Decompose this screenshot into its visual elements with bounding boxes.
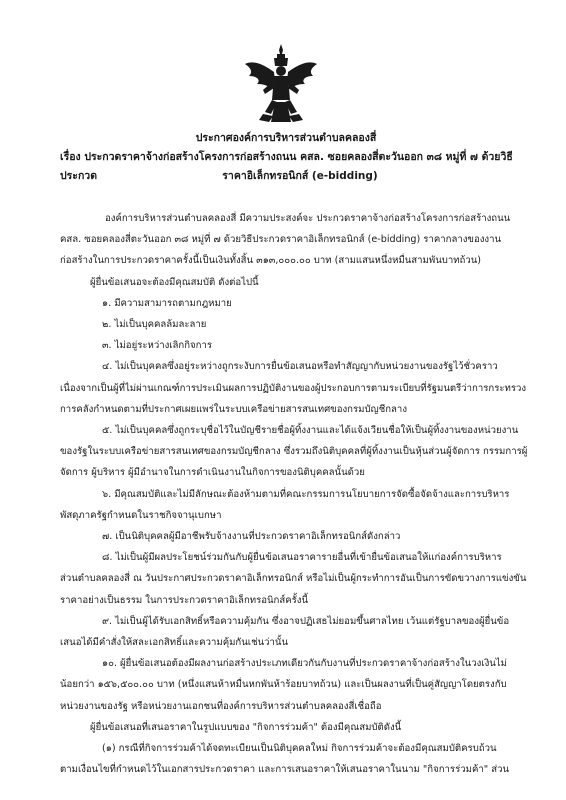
qualification-item-4: ๔. ไม่เป็นบุคคลซึ่งอยู่ระหว่างถูกระงับการยื่นข้อเสนอหรือทำสัญญากับหน่วยงานของรัฐไว้ชั่วคราว	[102, 361, 498, 373]
joint-venture-item-1-cont: ตามเงื่อนไขที่กำหนดไว้ในเอกสารประกวดราคา และการเสนอราคาให้เสนอราคาในนาม "กิจการร่วมค้า" ส่วน	[60, 764, 510, 776]
document-subject-continued: ราคาอิเล็กทรอนิกส์ (e-bidding)	[222, 170, 378, 182]
intro-line: ก่อสร้างในการประกวดราคาครั้งนี้เป็นเงินทั้งสิ้น ๓๑๓,๐๐๐.๐๐ บาท (สามแสนหนึ่งหมื่นสามพันบาทถ้วน)	[60, 255, 482, 267]
qualification-item-1: ๑. มีความสามารถตามกฎหมาย	[102, 297, 232, 309]
intro-line: องค์การบริหารส่วนตำบลคลองสี่ มีความประสงค์จะ ประกวดราคาจ้างก่อสร้างโครงการก่อสร้างถนน	[105, 213, 511, 224]
qualification-item-9-cont: เสนอได้มีคำสั่งให้สละเอกสิทธิ์และความคุ้มกันเช่นว่านั้น	[60, 637, 289, 649]
document-subject: เรื่อง ประกวดราคาจ้างก่อสร้างโครงการก่อสร้างถนน คสล. ซอยคลองสี่ตะวันออก ๓๘ หมู่ที่ ๗ ด้วยวิธีประกวด	[60, 151, 513, 182]
qualification-item-8-cont: ส่วนตำบลคลองสี่ ณ วันประกาศประกวดราคาอิเล็กทรอนิกส์ หรือไม่เป็นผู้กระทำการอันเป็นการขัดขวางการแข่งขัน	[60, 573, 527, 585]
qualification-item-8: ๘. ไม่เป็นผู้มีผลประโยชน์ร่วมกันกับผู้ยื่นข้อเสนอราคารายอื่นที่เข้ายื่นข้อเสนอให้แก่องค์การบริหาร	[102, 552, 502, 564]
qualification-item-10: ๑๐. ผู้ยื่นข้อเสนอต้องมีผลงานก่อสร้างประเภทเดียวกันกับงานที่ประกวดราคาจ้างก่อสร้างในวงเงินไม่	[102, 658, 507, 670]
intro-line: คสล. ซอยคลองสี่ตะวันออก ๓๘ หมู่ที่ ๗ ด้วยวิธีประกวดราคาอิเล็กทรอนิกส์ (e-bidding) ราคากลางของงาน	[60, 234, 502, 246]
qualification-item-10-cont: หน่วยงานของรัฐ หรือหน่วยงานเอกชนที่องค์การบริหารส่วนตำบลคลองสี่เชื่อถือ	[60, 700, 382, 712]
qualification-item-7: ๗. เป็นนิติบุคคลผู้มีอาชีพรับจ้างงานที่ประกวดราคาอิเล็กทรอนิกส์ดังกล่าว	[102, 531, 401, 543]
qualification-item-6-cont: พัสดุภาครัฐกำหนดในราชกิจจานุเบกษา	[60, 509, 222, 521]
qualification-item-3: ๓. ไม่อยู่ระหว่างเลิกกิจการ	[102, 340, 213, 352]
document-org-title: ประกาศองค์การบริหารส่วนตำบลคลองสี่	[195, 132, 377, 144]
qualification-item-5: ๕. ไม่เป็นบุคคลซึ่งถูกระบุชื่อไว้ในบัญชีรายชื่อผู้ทิ้งงานและได้แจ้งเวียนชื่อให้เป็นผู้ทิ้งงานของหน่วยงาน	[102, 425, 519, 437]
joint-venture-heading: ผู้ยื่นข้อเสนอที่เสนอราคาในรูปแบบของ "กิจการร่วมค้า" ต้องมีคุณสมบัติดังนี้	[90, 721, 402, 733]
qualification-item-9: ๙. ไม่เป็นผู้ได้รับเอกสิทธิ์หรือความคุ้มกัน ซึ่งอาจปฏิเสธไม่ยอมขึ้นศาลไทย เว้นแต่รัฐบาลของผู้ยื่นข้อ	[102, 615, 510, 627]
document-body	[60, 208, 532, 780]
qualification-heading: ผู้ยื่นข้อเสนอจะต้องมีคุณสมบัติ ดังต่อไปนี้	[90, 276, 259, 288]
garuda-emblem-icon	[243, 42, 319, 126]
qualification-item-4-cont: เนื่องจากเป็นผู้ที่ไม่ผ่านเกณฑ์การประเมินผลการปฏิบัติงานของผู้ประกอบการตามระเบียบที่รัฐมนตรีว่าการกระทรวง	[60, 382, 527, 394]
qualification-item-6: ๖. มีคุณสมบัติและไม่มีลักษณะต้องห้ามตามที่คณะกรรมการนโยบายการจัดซื้อจัดจ้างและการบริหาร	[102, 488, 510, 500]
qualification-item-4-cont: การคลังกำหนดตามที่ประกาศเผยแพร่ในระบบเครือข่ายสารสนเทศของกรมบัญชีกลาง	[60, 403, 408, 415]
qualification-item-10-cont: น้อยกว่า ๑๕๖,๕๐๐.๐๐ บาท (หนึ่งแสนห้าหมื่นหกพันห้าร้อยบาทถ้วน) และเป็นผลงานที่เป็นคู่สัญญาโดยตรงกับ	[60, 679, 507, 691]
qualification-item-5-cont: จัดการ ผู้บริหาร ผู้มีอำนาจในการดำเนินงานในกิจการของนิติบุคคลนั้นด้วย	[60, 467, 365, 479]
qualification-item-8-cont: ราคาอย่างเป็นธรรม ในการประกวดราคาอิเล็กทรอนิกส์ครั้งนี้	[60, 594, 309, 606]
qualification-item-2: ๒. ไม่เป็นบุคคลล้มละลาย	[102, 319, 207, 331]
joint-venture-item-1: (๑) กรณีที่กิจการร่วมค้าได้จดทะเบียนเป็นนิติบุคคลใหม่ กิจการร่วมค้าจะต้องมีคุณสมบัติครบถ้วน	[102, 743, 497, 755]
qualification-item-5-cont: ของรัฐในระบบเครือข่ายสารสนเทศของกรมบัญชีกลาง ซึ่งรวมถึงนิติบุคคลที่ผู้ทิ้งงานเป็นหุ้นส่วนผู้จัดการ กรรมการผู้	[60, 446, 528, 458]
